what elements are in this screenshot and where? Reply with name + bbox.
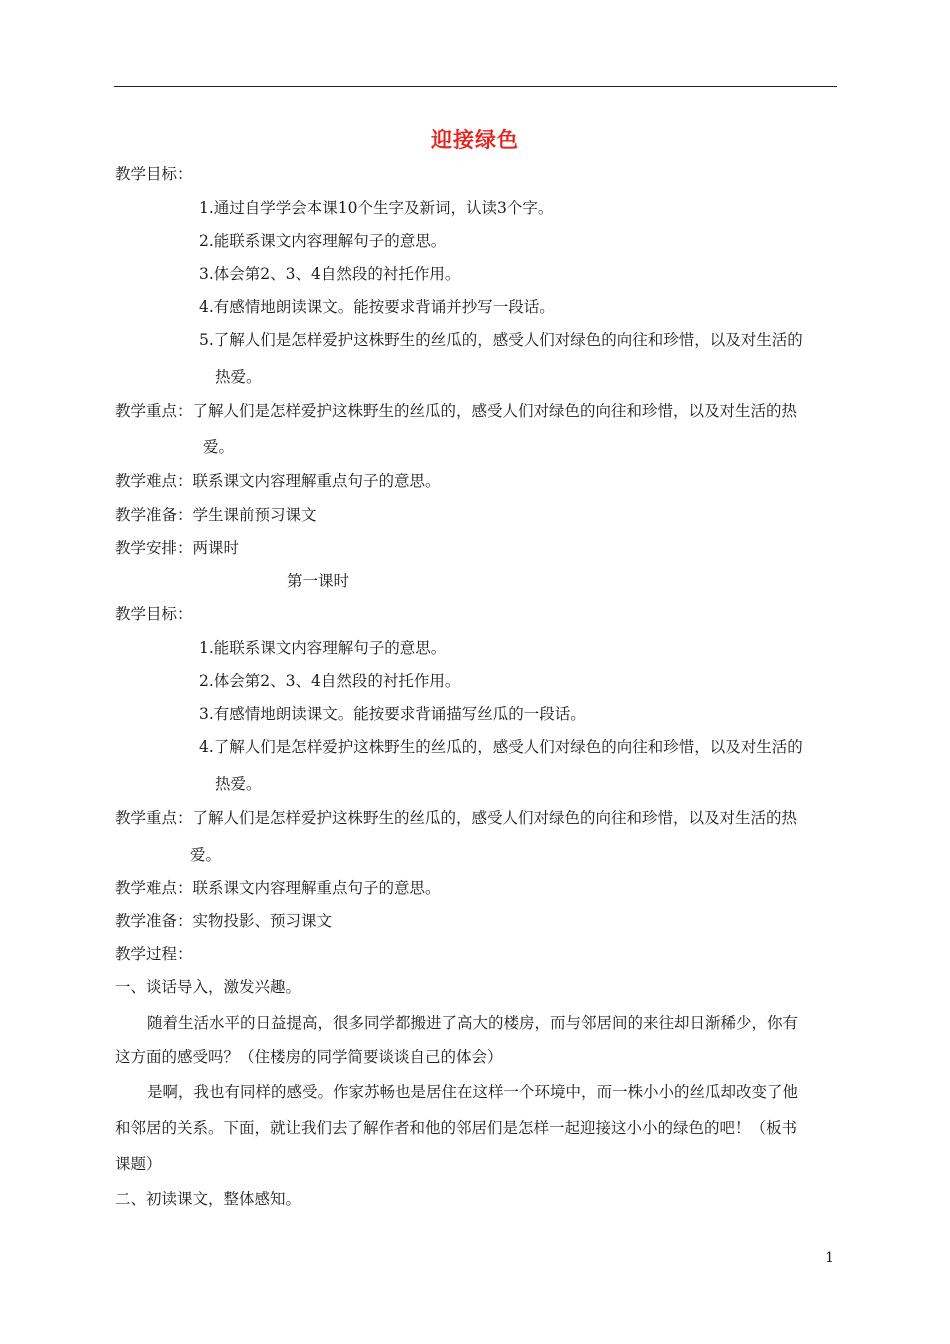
lesson-objective-item: 1.能联系课文内容理解句子的意思。: [199, 639, 447, 657]
objective-item: 2.能联系课文内容理解句子的意思。: [199, 232, 447, 250]
document-title: 迎接绿色: [431, 127, 519, 152]
lesson-objective-continuation: 热爱。: [215, 775, 262, 793]
lesson-key-points: 教学重点：了解人们是怎样爱护这株野生的丝瓜的，感受人们对绿色的向往和珍惜，以及对生活的热: [115, 809, 798, 827]
lesson-difficulty: 教学难点：联系课文内容理解重点句子的意思。: [115, 879, 441, 897]
paragraph-one-line: 随着生活水平的日益提高，很多同学都搬进了高大的楼房，而与邻居间的来往却日渐稀少，你有: [147, 1014, 799, 1032]
paragraph-one-line: 这方面的感受吗？（住楼房的同学简要谈谈自己的体会）: [115, 1048, 503, 1066]
paragraph-two-line: 是啊，我也有同样的感受。作家苏畅也是居住在这样一个环境中，而一株小小的丝瓜却改变了他: [147, 1083, 799, 1101]
lesson-heading: 第一课时: [287, 572, 350, 590]
arrangement: 教学安排：两课时: [115, 539, 240, 557]
page-number: 1: [825, 1250, 834, 1266]
difficulty: 教学难点：联系课文内容理解重点句子的意思。: [115, 472, 441, 490]
paragraph-two-line: 和邻居的关系。下面，就让我们去了解作者和他的邻居们是怎样一起迎接这小小的绿色的吧！（板书: [115, 1119, 798, 1137]
paragraph-two-line: 课题）: [115, 1155, 162, 1173]
lesson-preparation: 教学准备：实物投影、预习课文: [115, 912, 333, 930]
process-heading: 教学过程：: [115, 945, 193, 963]
key-points: 教学重点：了解人们是怎样爱护这株野生的丝瓜的，感受人们对绿色的向往和珍惜，以及对生活的热: [115, 402, 798, 420]
lesson-objectives-heading: 教学目标：: [115, 605, 193, 623]
preparation: 教学准备：学生课前预习课文: [115, 506, 317, 524]
step-one-heading: 一、谈话导入，激发兴趣。: [115, 978, 302, 996]
lesson-objective-item: 3.有感情地朗读课文。能按要求背诵描写丝瓜的一段话。: [199, 705, 586, 723]
header-rule: [114, 86, 837, 87]
objective-item: 3.体会第2、3、4自然段的衬托作用。: [199, 265, 461, 283]
step-two-heading: 二、初读课文，整体感知。: [115, 1190, 302, 1208]
lesson-objective-item: 4.了解人们是怎样爱护这株野生的丝瓜的，感受人们对绿色的向往和珍惜，以及对生活的: [199, 738, 803, 756]
lesson-key-points-continuation: 爱。: [190, 846, 222, 864]
objective-item: 5.了解人们是怎样爱护这株野生的丝瓜的，感受人们对绿色的向往和珍惜，以及对生活的: [199, 331, 803, 349]
objective-item: 1.通过自学学会本课10个生字及新词，认读3个字。: [199, 199, 554, 217]
lesson-objective-item: 2.体会第2、3、4自然段的衬托作用。: [199, 672, 461, 690]
objective-item: 4.有感情地朗读课文。能按要求背诵并抄写一段话。: [199, 298, 555, 316]
objectives-heading: 教学目标：: [115, 165, 193, 183]
key-points-continuation: 爱。: [203, 438, 235, 456]
objective-item-continuation: 热爱。: [215, 368, 262, 386]
